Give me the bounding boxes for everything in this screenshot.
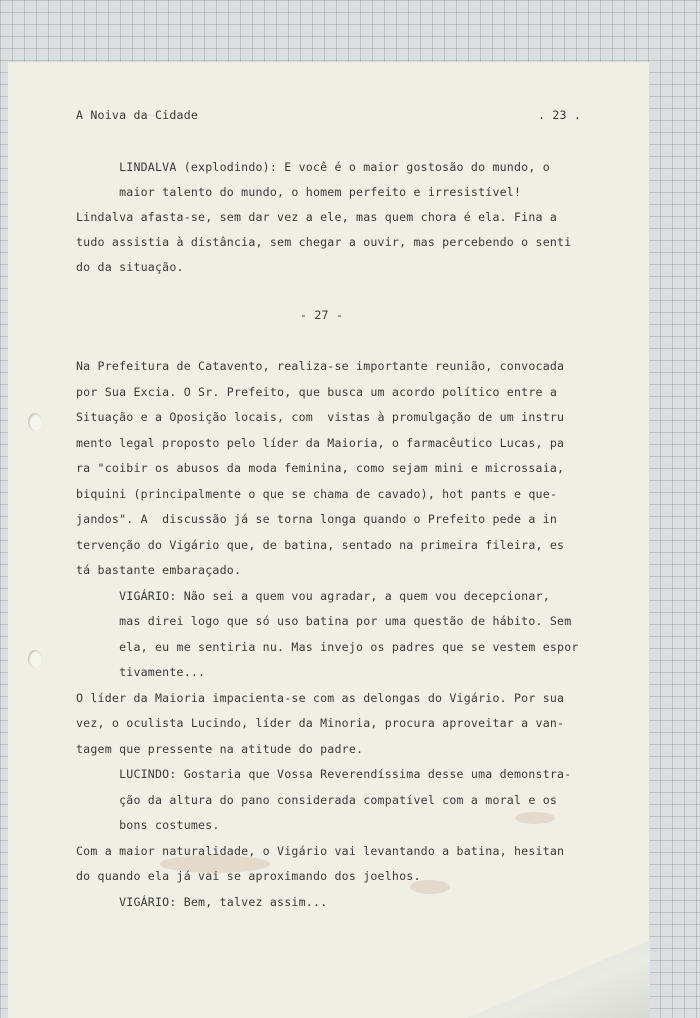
text-line: Situação e a Oposição locais, com vistas à promulgação de um instru — [76, 410, 565, 424]
text-line: mas direi logo que só uso batina por uma questão de hábito. Sem — [76, 614, 572, 628]
text-line: LUCINDO: Gostaria que Vossa Reverendíssima desse uma demonstra- — [76, 767, 572, 781]
text-line: tivamente... — [76, 665, 206, 679]
text-line: do da situação. — [76, 260, 184, 274]
text-line: VIGÁRIO: Não sei a quem vou agradar, a quem vou decepcionar, — [76, 588, 550, 603]
punch-hole-lower — [28, 650, 42, 668]
text-line: bons costumes. — [76, 818, 220, 832]
text-line: LINDALVA (explodindo): E você é o maior gostosão do mundo, o — [76, 160, 550, 174]
text-line: maior talento do mundo, o homem perfeito e irresistível! — [76, 185, 522, 199]
text-line: vez, o oculista Lucindo, líder da Minoria, procura aproveitar a van- — [76, 716, 565, 730]
text-line: ra "coibir os abusos da moda feminina, como sejam mini e microssaia, — [76, 461, 565, 475]
dialogue-block-2 — [76, 359, 579, 909]
text-line: Na Prefeitura de Catavento, realiza-se importante reunião, convocada — [76, 359, 565, 373]
text-line: jandos". A discussão já se torna longa quando o Prefeito pede a in — [76, 512, 558, 526]
text-line: tervenção do Vigário que, de batina, sentado na primeira fileira, es — [76, 537, 565, 552]
dialogue-block-1 — [76, 160, 572, 274]
text-line: por Sua Excia. O Sr. Prefeito, que busca um acordo político entre a — [76, 384, 558, 399]
text-line: mento legal proposto pelo líder da Maioria, o farmacêutico Lucas, pa — [76, 435, 565, 450]
text-line: tagem que pressente na atitude do padre. — [76, 741, 364, 756]
text-line: tudo assistia à distância, sem chegar a ouvir, mas percebendo o senti — [76, 235, 572, 249]
stain-mark — [515, 812, 555, 824]
text-line: VIGÁRIO: Bem, talvez assim... — [76, 894, 328, 909]
scene-number: - 27 - — [300, 308, 344, 322]
page-header-title: A Noiva da Cidade — [76, 108, 199, 122]
text-line: do quando ela já vai se aproximando dos joelhos. — [76, 869, 421, 883]
text-line: ção da altura do pano considerada compatível com a moral e os — [76, 792, 558, 807]
text-line: Lindalva afasta-se, sem dar vez a ele, mas quem chora é ela. Fina a — [76, 210, 558, 224]
text-line: biquini (principalmente o que se chama de cavado), hot pants e que- — [76, 486, 558, 501]
text-line: ela, eu me sentiria nu. Mas invejo os padres que se vestem espor — [76, 639, 579, 654]
text-line: tá bastante embaraçado. — [76, 563, 242, 577]
text-line: O líder da Maioria impacienta-se com as delongas do Vigário. Por sua — [76, 690, 565, 705]
page-number: . 23 . — [538, 108, 582, 122]
punch-hole-upper — [28, 413, 42, 431]
text-line: Com a maior naturalidade, o Vigário vai levantando a batina, hesitan — [76, 843, 565, 858]
